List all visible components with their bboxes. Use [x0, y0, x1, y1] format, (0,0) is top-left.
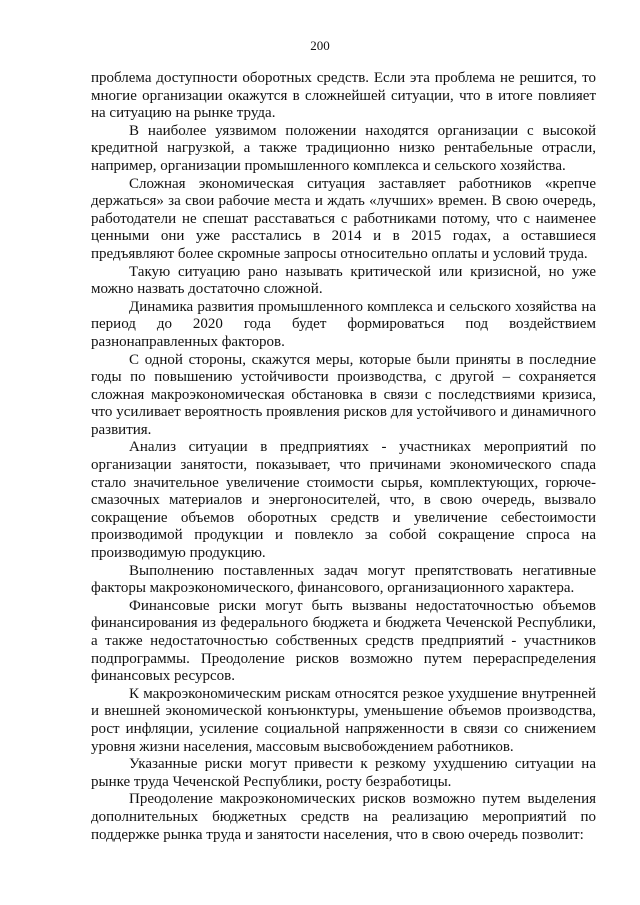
- paragraph-5: Динамика развития промышленного комплекса и сельского хозяйства на период до 2020 года будет формироваться под воздействием разнонаправленных факторов.: [91, 298, 596, 350]
- paragraph-6: С одной стороны, скажутся меры, которые были приняты в последние годы по повышению устойчивости производства, с другой – сохраняется сложная макроэкономическая обстановка в связи с последствиями кризиса, что усиливает вероятность проявления рисков для устойчивого и динамичного развития.: [91, 351, 596, 438]
- page-number: 200: [310, 38, 330, 53]
- paragraph-12: Преодоление макроэкономических рисков возможно путем выделения дополнительных бюджетных средств на реализацию мероприятий по поддержке рынка труда и занятости населения, что в свою очередь позволит:: [91, 791, 596, 843]
- paragraph-11: Указанные риски могут привести к резкому ухудшению ситуации на рынке труда Чеченской Республики, росту безработицы.: [91, 756, 596, 790]
- paragraph-9: Финансовые риски могут быть вызваны недостаточностью объемов финансирования из федерального бюджета и бюджета Чеченской Республики, а также недостаточностью собственных средств предприятий - участников подпрограммы. Преодоление рисков возможно путем перераспределения финансовых ресурсов.: [91, 597, 596, 685]
- paragraph-7: Анализ ситуации в предприятиях - участниках мероприятий по организации занятости, показывает, что причинами экономического спада стало значительное увеличение стоимости сырья, комплектующих, горюче-смазочных материалов и энергоносителей, что, в свою очередь, вызвало сокращение объемов оборотных средств и увеличение себестоимости производимой продукции и повлекло за собой сокращение спроса на производимую продукцию.: [91, 439, 596, 562]
- paragraph-8: Выполнению поставленных задач могут препятствовать негативные факторы макроэкономического, финансового, организационного характера.: [91, 562, 596, 597]
- paragraph-10: К макроэкономическим рискам относятся резкое ухудшение внутренней и внешней экономической конъюнктуры, уменьшение объемов производства, рост инфляции, усиление социальной напряженности в связи со снижением уровня жизни населения, массовым высвобождением работников.: [91, 685, 596, 755]
- paragraph-1: проблема доступности оборотных средств. Если эта проблема не решится, то многие организации окажутся в сложнейшей ситуации, что в итоге повлияет на ситуацию на рынке труда.: [91, 70, 596, 122]
- paragraph-2: В наиболее уязвимом положении находятся организации с высокой кредитной нагрузкой, а также традиционно низко рентабельные отрасли, например, организации промышленного комплекса и сельского хозяйства.: [91, 122, 596, 174]
- body-text: [91, 70, 596, 844]
- paragraph-4: Такую ситуацию рано называть критической или кризисной, но уже можно назвать достаточно сложной.: [91, 263, 596, 298]
- paragraph-3: Сложная экономическая ситуация заставляет работников «крепче держаться» за свои рабочие места и ждать «лучших» времен. В свою очередь, работодатели не спешат расставаться с работниками потому, что с наименее ценными они уже расстались в 2014 и в 2015 годах, а оставшиеся предъявляют более скромные запросы относительно оплаты и условий труда.: [91, 175, 596, 262]
